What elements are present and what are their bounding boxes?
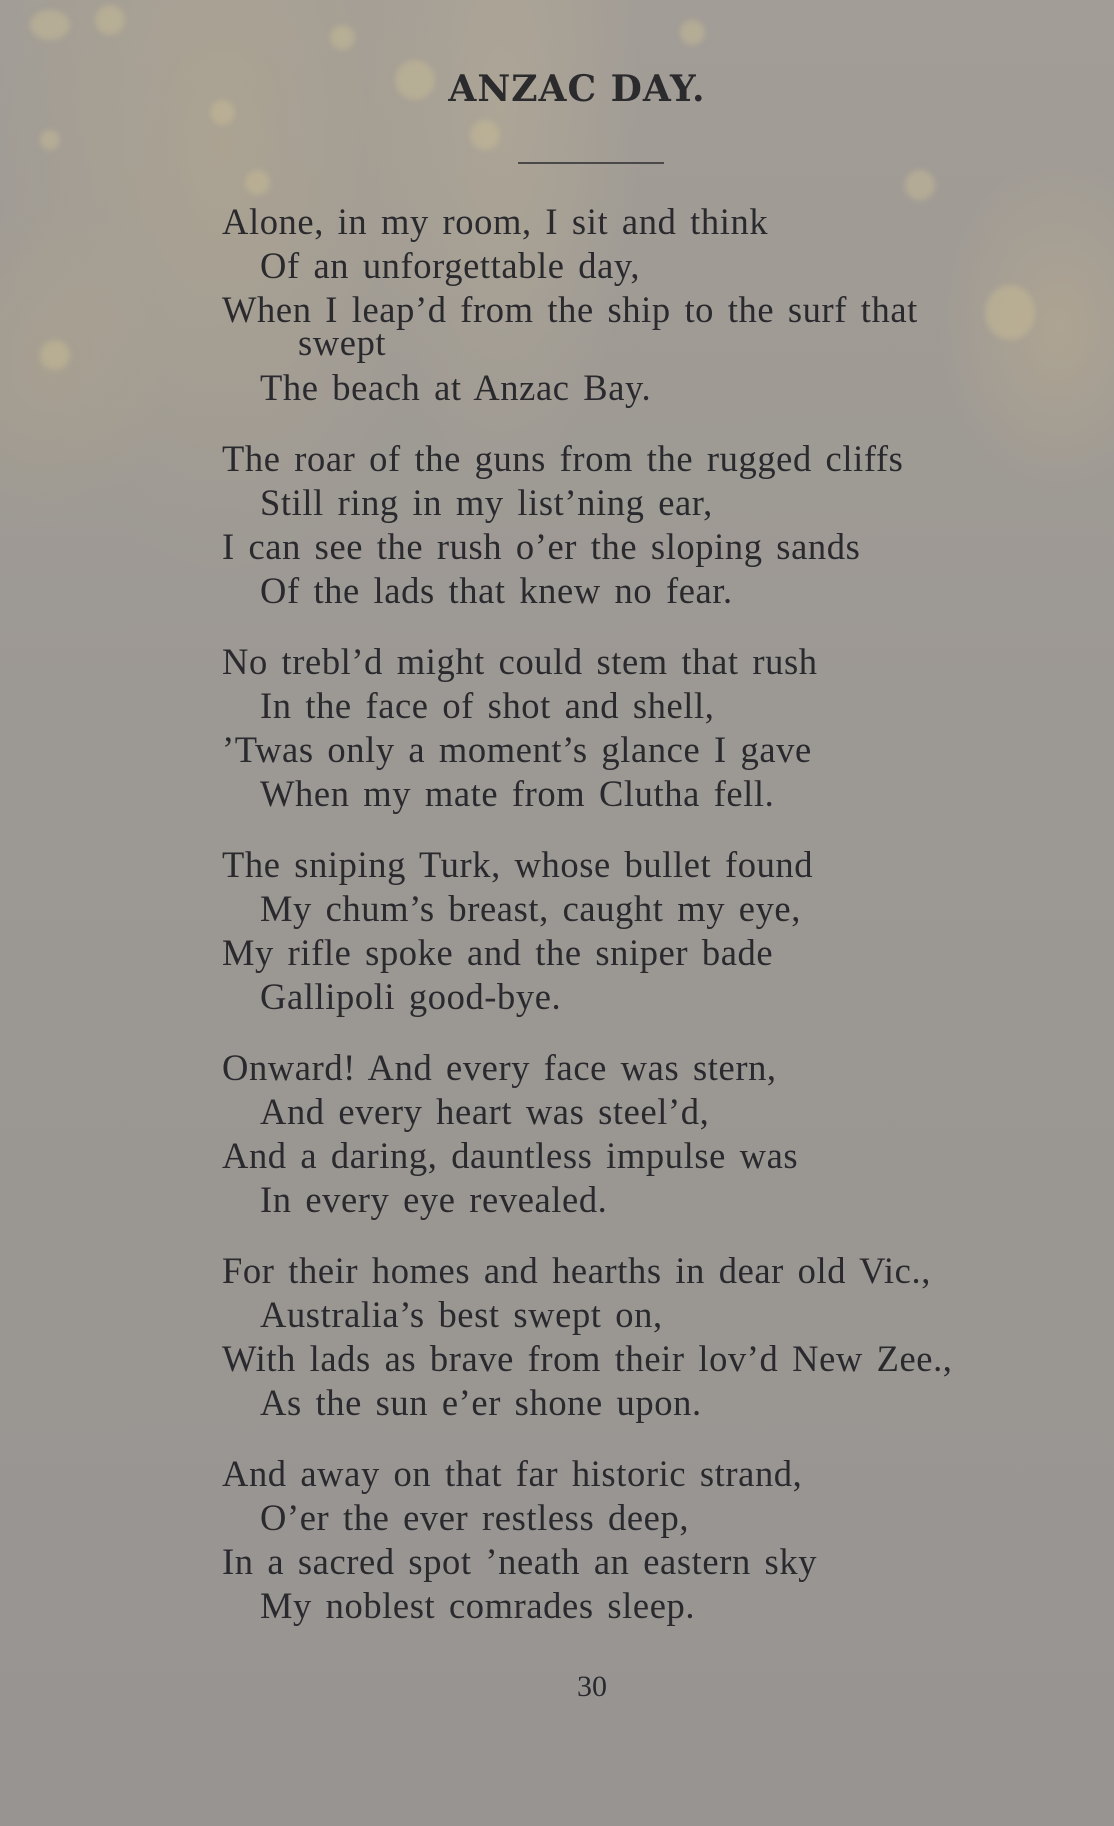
poem-line: My noblest comrades sleep.: [260, 1585, 696, 1626]
page-number: 30: [577, 1670, 607, 1703]
poem-line: And away on that far historic strand,: [222, 1453, 803, 1494]
foxing-spot: [905, 170, 935, 200]
poem-line: swept: [298, 322, 387, 363]
foxing-spot: [95, 5, 125, 35]
stanza: [222, 1249, 1022, 1425]
foxing-spot: [245, 170, 270, 195]
stanza: [222, 200, 1022, 410]
poem-line: The roar of the guns from the rugged cliffs: [222, 438, 904, 479]
poem-line: Gallipoli good-bye.: [260, 976, 562, 1017]
poem-line: And every heart was steel’d,: [260, 1091, 710, 1132]
foxing-spot: [40, 340, 70, 370]
poem-line: Of the lads that knew no fear.: [260, 570, 733, 611]
poem-line: Still ring in my list’ning ear,: [260, 482, 713, 523]
poem-line: I can see the rush o’er the sloping sands: [222, 526, 861, 567]
poem-line: No trebl’d might could stem that rush: [222, 641, 818, 682]
poem-line: As the sun e’er shone upon.: [260, 1382, 702, 1423]
poem-line: Onward! And every face was stern,: [222, 1047, 777, 1088]
stanza: [222, 1046, 1022, 1222]
stanza: [222, 437, 1022, 613]
stanza: [222, 843, 1022, 1019]
foxing-spot: [330, 25, 355, 50]
poem-line: And a daring, dauntless impulse was: [222, 1135, 799, 1176]
poem-line: Australia’s best swept on,: [260, 1294, 663, 1335]
poem-line: In the face of shot and shell,: [260, 685, 715, 726]
poem-line: For their homes and hearths in dear old Vic.,: [222, 1250, 931, 1291]
poem-body: [222, 200, 1022, 1655]
stanza: [222, 640, 1022, 816]
poem-line: When I leap’d from the ship to the surf that: [222, 289, 918, 330]
poem-line: In a sacred spot ’neath an eastern sky: [222, 1541, 818, 1582]
poem-line: When my mate from Clutha fell.: [260, 773, 775, 814]
stanza: [222, 1452, 1022, 1628]
poem-line: O’er the ever restless deep,: [260, 1497, 690, 1538]
poem-line: With lads as brave from their lov’d New Zee.,: [222, 1338, 953, 1379]
poem-line: The sniping Turk, whose bullet found: [222, 844, 814, 885]
foxing-spot: [470, 120, 500, 150]
poem-title: ANZAC DAY.: [448, 68, 706, 110]
poem-line: ’Twas only a moment’s glance I gave: [222, 729, 812, 770]
foxing-spot: [40, 130, 60, 150]
poem-line: The beach at Anzac Bay.: [260, 367, 652, 408]
poem-line: Alone, in my room, I sit and think: [222, 201, 769, 242]
foxing-spot: [680, 20, 705, 45]
title-divider: [518, 162, 664, 164]
poem-line: My rifle spoke and the sniper bade: [222, 932, 774, 973]
poem-line: In every eye revealed.: [260, 1179, 608, 1220]
poem-line: Of an unforgettable day,: [260, 245, 641, 286]
poem-line: My chum’s breast, caught my eye,: [260, 888, 801, 929]
foxing-spot: [30, 10, 70, 40]
